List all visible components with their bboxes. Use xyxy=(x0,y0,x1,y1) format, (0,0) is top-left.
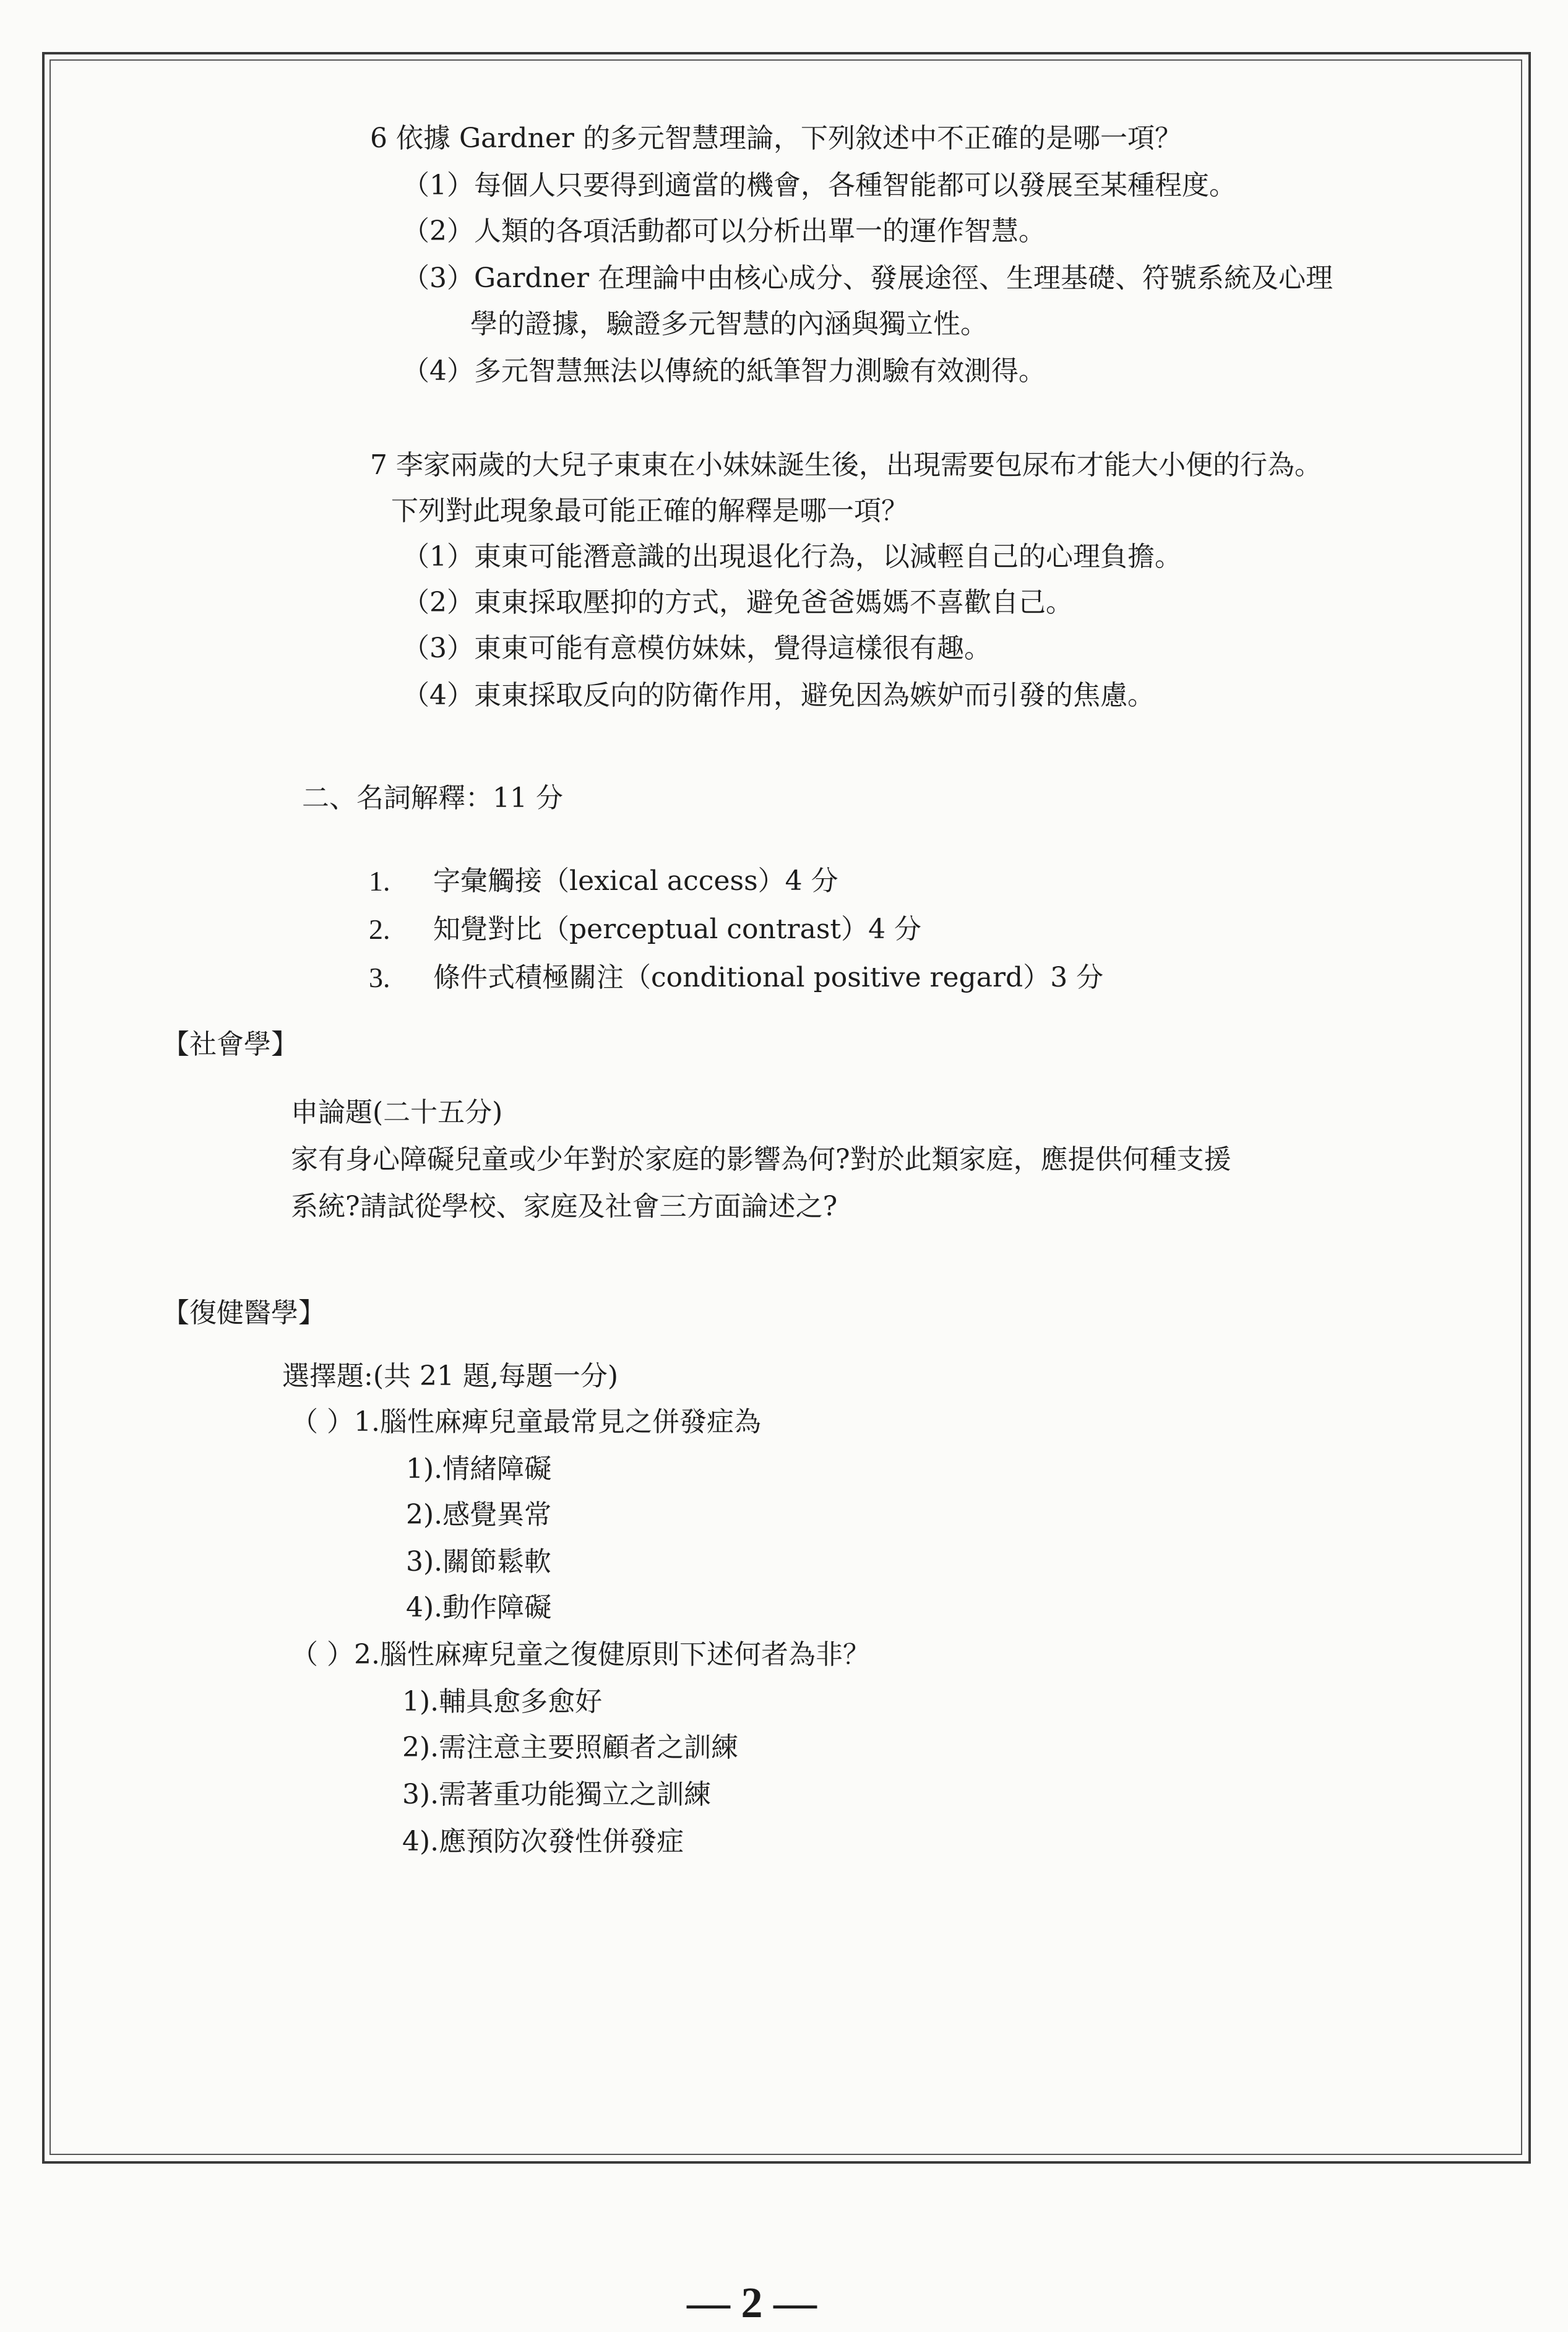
q7-stem-line1: 7 李家兩歲的大兒子東東在小妹妹誕生後，出現需要包尿布才能大小便的行為。 xyxy=(370,449,1322,481)
term-2-number: 2. xyxy=(369,913,390,945)
rehab-q1-option-3: 3).關節鬆軟 xyxy=(406,1546,552,1578)
sociology-subheading: 申論題(二十五分) xyxy=(291,1097,503,1128)
q6-option-3-continued: 學的證據，驗證多元智慧的內涵與獨立性。 xyxy=(470,308,988,340)
term-3-text: 條件式積極關注（conditional positive regard）3 分 xyxy=(433,962,1104,993)
q6-option-3: （3）Gardner 在理論中由核心成分、發展途徑、生理基礎、符號系統及心理 xyxy=(402,262,1333,294)
q7-stem-line2: 下列對此現象最可能正確的解釋是哪一項？ xyxy=(391,495,908,527)
q6-stem: 6 依據 Gardner 的多元智慧理論，下列敘述中不正確的是哪一項？ xyxy=(370,123,1182,154)
rehab-q2-option-1: 1).輔具愈多愈好 xyxy=(402,1686,603,1717)
term-3-number: 3. xyxy=(369,962,390,993)
sociology-question-line1: 家有身心障礙兒童或少年對於家庭的影響為何?對於此類家庭，應提供何種支援 xyxy=(291,1144,1231,1175)
rehab-q2-option-4: 4).應預防次發性併發症 xyxy=(402,1826,684,1857)
q7-option-2: （2）東東採取壓抑的方式，避免爸爸媽媽不喜歡自己。 xyxy=(402,587,1073,618)
rehab-subheading: 選擇題:(共 21 題,每題一分) xyxy=(282,1360,619,1392)
q7-option-1: （1）東東可能潛意識的出現退化行為，以減輕自己的心理負擔。 xyxy=(402,541,1182,572)
term-1-text: 字彙觸接（lexical access）4 分 xyxy=(433,865,838,897)
rehab-q1-stem: （ ）1.腦性麻痺兒童最常見之併發症為 xyxy=(291,1406,761,1438)
rehab-q1-option-1: 1).情緒障礙 xyxy=(406,1453,552,1485)
q7-option-4: （4）東東採取反向的防衛作用，避免因為嫉妒而引發的焦慮。 xyxy=(402,680,1155,711)
term-1-number: 1. xyxy=(369,865,390,897)
rehab-q1-option-4: 4).動作障礙 xyxy=(406,1592,552,1623)
rehab-q2-option-3: 3).需著重功能獨立之訓練 xyxy=(402,1779,712,1810)
q6-option-1: （1）每個人只要得到適當的機會，各種智能都可以發展至某種程度。 xyxy=(402,170,1236,201)
rehab-q2-option-2: 2).需注意主要照顧者之訓練 xyxy=(402,1732,739,1763)
sociology-heading: 【社會學】 xyxy=(162,1029,298,1060)
rehab-q1-option-2: 2).感覺異常 xyxy=(406,1499,552,1531)
terms-heading: 二、名詞解釋：11 分 xyxy=(302,782,563,814)
rehab-heading: 【復健醫學】 xyxy=(162,1297,325,1329)
rehab-q2-stem: （ ）2.腦性麻痺兒童之復健原則下述何者為非？ xyxy=(291,1639,870,1670)
q6-option-2: （2）人類的各項活動都可以分析出單一的運作智慧。 xyxy=(402,215,1046,247)
sociology-question-line2: 系統?請試從學校、家庭及社會三方面論述之? xyxy=(291,1191,838,1222)
page-number: — 2 — xyxy=(687,2279,817,2327)
term-2-text: 知覺對比（perceptual contrast）4 分 xyxy=(433,913,922,945)
q6-option-4: （4）多元智慧無法以傳統的紙筆智力測驗有效測得。 xyxy=(402,355,1046,387)
q7-option-3: （3）東東可能有意模仿妹妹，覺得這樣很有趣。 xyxy=(402,633,991,664)
